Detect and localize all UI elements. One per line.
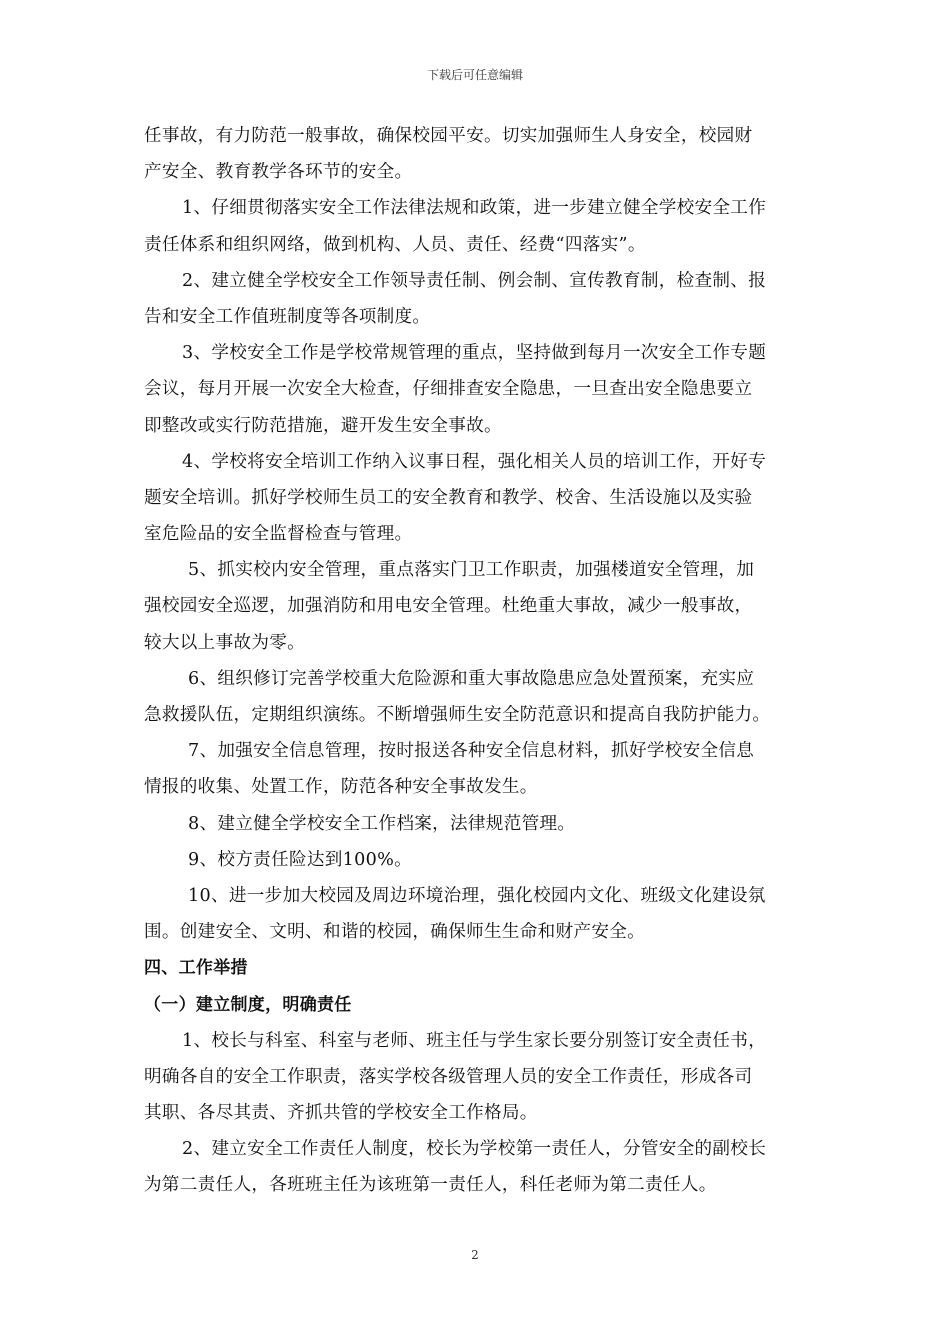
body-line: 明确各自的安全工作职责，落实学校各级管理人员的安全工作责任，形成各司 bbox=[144, 1066, 753, 1087]
body-line: 2、建立安全工作责任人制度，校长为学校第一责任人，分管安全的副校长 bbox=[182, 1139, 767, 1160]
body-line: 室危险品的安全监督检查与管理。 bbox=[144, 524, 413, 545]
body-line: 9、校方责任险达到100%。 bbox=[188, 849, 413, 870]
body-line: 3、学校安全工作是学校常规管理的重点，坚持做到每月一次安全工作专题 bbox=[182, 343, 767, 364]
body-line: 任事故，有力防范一般事故，确保校园平安。切实加强师生人身安全，校园财 bbox=[144, 126, 753, 146]
body-line: 为第二责任人，各班班主任为该班第一责任人，科任老师为第二责任人。 bbox=[144, 1175, 717, 1196]
body-line: 5、抓实校内安全管理，重点落实门卫工作职责，加强楼道安全管理，加 bbox=[188, 560, 755, 581]
body-line: 4、学校将安全培训工作纳入议事日程，强化相关人员的培训工作，开好专 bbox=[182, 451, 767, 472]
body-line: 责任体系和组织网络，做到机构、人员、责任、经费“四落实”。 bbox=[144, 234, 646, 255]
body-line: 告和安全工作值班制度等各项制度。 bbox=[144, 306, 431, 327]
body-line: 1、校长与科室、科室与老师、班主任与学生家长要分别签订安全责任书， bbox=[182, 1030, 767, 1051]
body-line: 10、进一步加大校园及周边环境治理，强化校园内文化、班级文化建设氛 bbox=[188, 885, 766, 906]
body-line: 6、组织修订完善学校重大危险源和重大事故隐患应急处置预案，充实应 bbox=[188, 668, 755, 689]
body-line: 题安全培训。抓好学校师生员工的安全教育和教学、校舍、生活设施以及实验 bbox=[144, 487, 753, 508]
body-line: 7、加强安全信息管理，按时报送各种安全信息材料，抓好学校安全信息 bbox=[188, 741, 755, 762]
subsection-heading: （一）建立制度，明确责任 bbox=[144, 994, 352, 1015]
body-line: 较大以上事故为零。 bbox=[144, 632, 306, 653]
section-heading: 四、工作举措 bbox=[144, 958, 248, 979]
page-number: 2 bbox=[471, 1248, 479, 1262]
body-line: 强校园安全巡逻，加强消防和用电安全管理。杜绝重大事故，减少一般事故， bbox=[144, 596, 753, 617]
body-line: 2、建立健全学校安全工作领导责任制、例会制、宣传教育制，检查制、报 bbox=[182, 270, 767, 291]
body-line: 即整改或实行防范措施，避开发生安全事故。 bbox=[144, 415, 502, 436]
body-line: 8、建立健全学校安全工作档案，法律规范管理。 bbox=[188, 813, 576, 834]
body-line: 1、仔细贯彻落实安全工作法律法规和政策，进一步建立健全学校安全工作 bbox=[182, 198, 767, 219]
body-line: 情报的收集、处置工作，防范各种安全事故发生。 bbox=[144, 777, 538, 798]
page-header: 下载后可任意编辑 bbox=[426, 68, 523, 82]
body-line: 会议，每月开展一次安全大检查，仔细排查安全隐患，一旦查出安全隐患要立 bbox=[144, 379, 753, 400]
document-body bbox=[144, 118, 808, 1204]
body-line: 围。创建安全、文明、和谐的校园，确保师生生命和财产安全。 bbox=[144, 922, 646, 943]
body-line: 急救援队伍，定期组织演练。不断增强师生安全防范意识和提高自我防护能力。 bbox=[144, 705, 771, 725]
body-line: 其职、各尽其责、齐抓共管的学校安全工作格局。 bbox=[144, 1103, 538, 1124]
body-line: 产安全、教育教学各环节的安全。 bbox=[144, 162, 413, 183]
